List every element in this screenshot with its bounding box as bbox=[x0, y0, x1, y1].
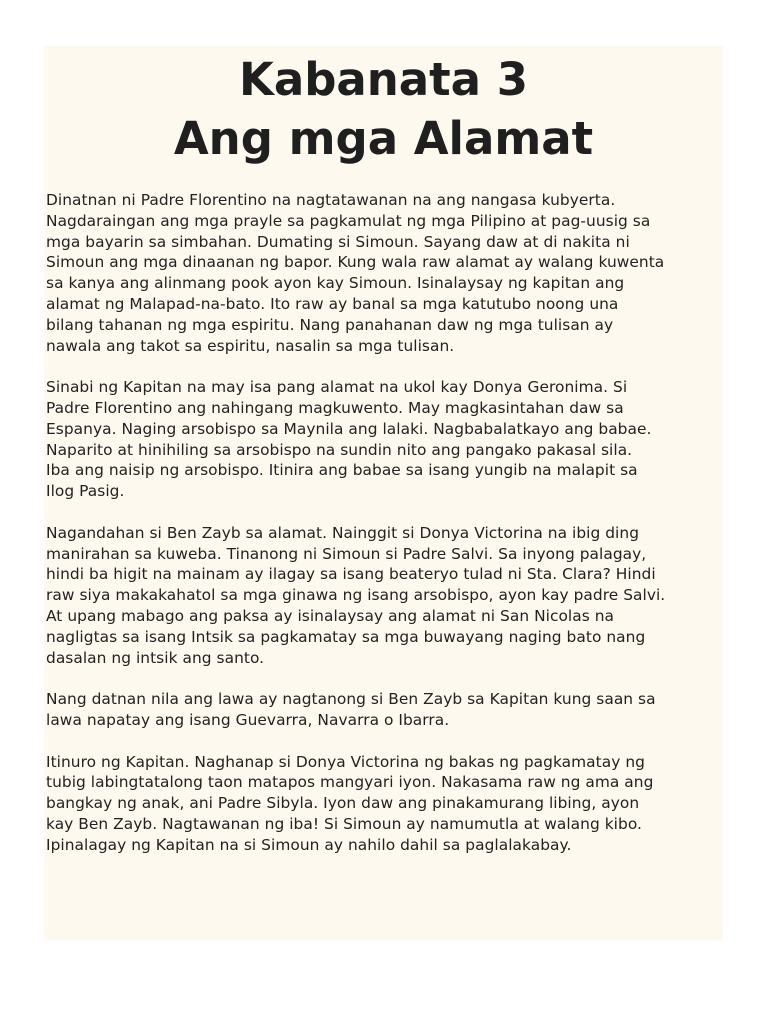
text-line: Simoun ang mga dinaanan ng bapor. Kung wala raw alamat ay walang kuwenta bbox=[46, 253, 665, 272]
paragraph-5 bbox=[46, 752, 726, 856]
text-line: Iba ang naisip ng arsobispo. Itinira ang babae sa isang yungib na malapit sa bbox=[46, 461, 638, 480]
text-line: kay Ben Zayb. Nagtawanan ng iba! Si Simoun ay namumutla at walang kibo. bbox=[46, 814, 642, 833]
text-line: bangkay ng anak, ani Padre Sibyla. Iyon daw ang pinakamurang libing, ayon bbox=[46, 794, 640, 813]
text-line: nawala ang takot sa espiritu, nasalin sa mga tulisan. bbox=[46, 336, 455, 355]
text-line: Itinuro ng Kapitan. Naghanap si Donya Victorina ng bakas ng pagkamatay ng bbox=[46, 752, 645, 771]
text-line: lawa napatay ang isang Guevarra, Navarra o Ibarra. bbox=[46, 710, 450, 729]
page-title bbox=[44, 46, 723, 168]
text-line: Nagandahan si Ben Zayb sa alamat. Nainggit si Donya Victorina na ibig ding bbox=[46, 523, 640, 542]
paragraph-2 bbox=[46, 377, 726, 502]
text-line: alamat ng Malapad-na-bato. Ito raw ay banal sa mga katutubo noong una bbox=[46, 294, 619, 313]
document-page bbox=[44, 46, 723, 940]
text-line: Ilog Pasig. bbox=[46, 482, 125, 501]
text-line: sa kanya ang alinmang pook ayon kay Simoun. Isinalaysay ng kapitan ang bbox=[46, 274, 625, 293]
text-line: Sinabi ng Kapitan na may isa pang alamat na ukol kay Donya Geronima. Si bbox=[46, 378, 628, 397]
text-line: Ipinalagay ng Kapitan na si Simoun ay nahilo dahil sa paglalakabay. bbox=[46, 835, 572, 854]
text-line: Padre Florentino ang nahingang magkuwento. May magkasintahan daw sa bbox=[46, 398, 624, 417]
text-line: At upang mabago ang paksa ay isinalaysay ang alamat ni San Nicolas na bbox=[46, 606, 615, 625]
text-line: tubig labingtatalong taon matapos mangyari iyon. Nakasama raw ng ama ang bbox=[46, 773, 654, 792]
text-line: bilang tahanan ng mga espiritu. Nang panahanan daw ng mga tulisan ay bbox=[46, 315, 614, 334]
text-line: mga bayarin sa simbahan. Dumating si Simoun. Sayang daw at di nakita ni bbox=[46, 232, 630, 251]
text-line: dasalan ng intsik ang santo. bbox=[46, 648, 265, 667]
text-line: manirahan sa kuweba. Tinanong ni Simoun si Padre Salvi. Sa inyong palagay, bbox=[46, 544, 647, 563]
text-line: nagligtas sa isang Intsik sa pagkamatay sa mga buwayang naging bato nang bbox=[46, 627, 646, 646]
paragraph-1 bbox=[46, 190, 726, 356]
paragraph-3 bbox=[46, 523, 726, 669]
text-line: hindi ba higit na mainam ay ilagay sa isang beateryo tulad ni Sta. Clara? Hindi bbox=[46, 565, 656, 584]
text-line: Naparito at hinihiling sa arsobispo na sundin nito ang pangako pakasal sila. bbox=[46, 440, 633, 459]
title-line-1: Kabanata 3 bbox=[238, 53, 529, 106]
text-line: raw siya makakahatol sa mga ginawa ng isang arsobispo, ayon kay padre Salvi. bbox=[46, 586, 666, 605]
document-body bbox=[46, 190, 726, 876]
text-line: Nagdaraingan ang mga prayle sa pagkamulat ng mga Pilipino at pag-uusig sa bbox=[46, 211, 651, 230]
text-line: Espanya. Naging arsobispo sa Maynila ang lalaki. Nagbabalatkayo ang babae. bbox=[46, 419, 652, 438]
text-line: Dinatnan ni Padre Florentino na nagtatawanan na ang nangasa kubyerta. bbox=[46, 191, 616, 209]
text-line: Nang datnan nila ang lawa ay nagtanong si Ben Zayb sa Kapitan kung saan sa bbox=[46, 690, 656, 709]
title-line-2: Ang mga Alamat bbox=[173, 112, 594, 165]
paragraph-4 bbox=[46, 689, 726, 731]
